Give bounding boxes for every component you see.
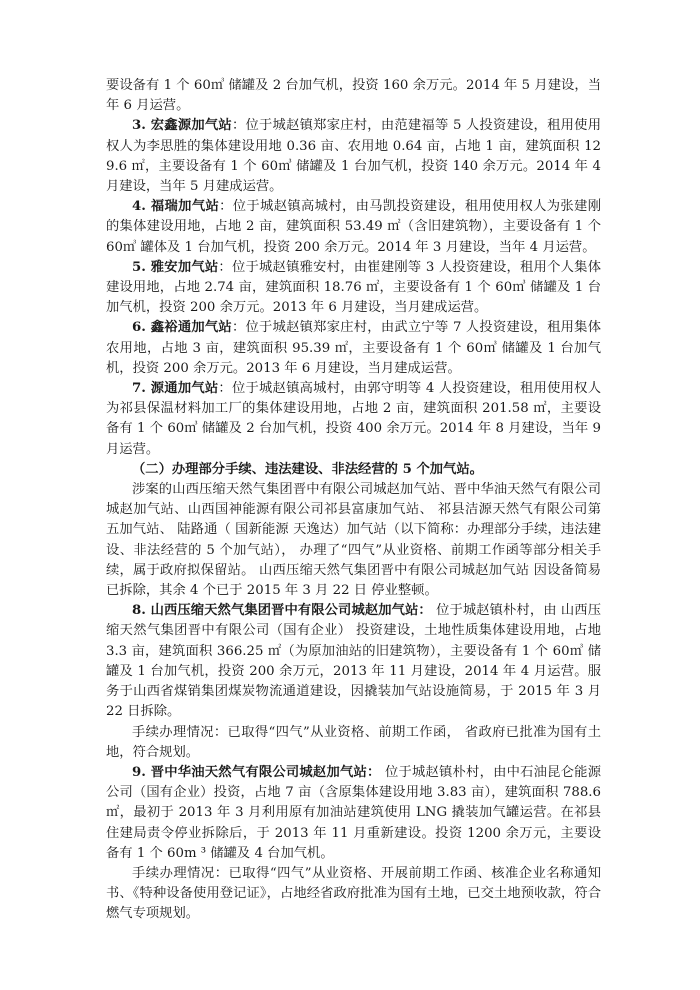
station-9-heading: 9. 晋中华油天然气有限公司城赵加气站： [132,764,381,780]
station-4-text: ：位于城赵镇高城村，由马凯投资建设，租用使用权人为张建刚的集体建设用地，占地 2 亩，建筑面积 53.49 ㎡（含旧建筑物），主要设备有 1 个 60㎥ 罐体及 1 台加气机，投资 200 余万元。2014 年 3 月建设，当年 4 月运营。 [106,199,601,255]
station-8-text: 位于城赵镇朴村，由 山西压缩天然气集团晋中有限公司（国有企业） 投资建设，土地性质集体建设用地，占地 3.3 亩，建筑面积 366.25 ㎡（为原加油站的旧建筑物），主要设备有 1 个 60㎥ 储罐及 1 台加气机，投资 200 余万元，2013 年 11 月建设，2014 年 4 月运营。服务于山西省煤销集团煤炭物流通道建设，因撬装加气站设施简易，于 2015 年 3 月 22 日拆除。 [106,603,601,720]
station-8-heading: 8. 山西压缩天然气集团晋中有限公司城赵加气站： [132,603,432,619]
station-5-text: ：位于城赵镇雅安村，由崔建刚等 3 人投资建设，租用个人集体建设用地，占地 2.74 亩，建筑面积 18.76 ㎡，主要设备有 1 个 60㎥ 储罐及 1 台加气机，投资 200 余万元。2013 年 6 月建设，当月建成运营。 [106,259,601,316]
station-9-paragraph [106,763,601,864]
section-2-title: （二）办理部分手续、违法建设、非法经营的 5 个加气站。 [132,461,483,477]
station-6-heading: 6. 鑫裕通加气站 [132,320,232,336]
paragraph-text: 要设备有 1 个 60㎥ 储罐及 2 台加气机，投资 160 余万元。2014 年 5 月建设，当 年 6 月运营。 [106,78,601,114]
station-7-text: ：位于城赵镇高城村，由郭守明等 4 人投资建设，租用使用权人为祁县保温材料加工厂的集体建设用地，占地 2 亩，建筑面积 201.58 ㎡，主要设备有 1 个 60㎥ 储罐及 2 台加气机，投资 400 余万元。2014 年 8 月建设，当年 9 月运营。 [106,381,601,457]
station-3-heading: 3. 宏鑫源加气站 [132,118,232,134]
station-4-paragraph [106,197,601,258]
station-8-procedure: 手续办理情况：已取得“四气”从业资格、前期工作函， 省政府已批准为国有土地，符合规划。 [106,724,601,760]
station-6-text: ：位于城赵镇郑家庄村，由武立宁等 7 人投资建设，租用集体农用地，占地 3 亩，建筑面积 95.39 ㎡，主要设备有 1 个 60㎥ 储罐及 1 台加气机，投资 200 余万元。2013 年 6 月建设，当月建成运营。 [106,320,601,376]
station-5-paragraph [106,258,601,319]
station-8-paragraph [106,601,601,722]
station-3-paragraph [106,116,601,197]
station-4-heading: 4. 福瑞加气站 [132,199,220,215]
station-9-text: 位于城赵镇朴村，由中石油昆仑能源公司（国有企业）投资，占地 7 亩（含原集体建设用地 3.83 亩），建筑面积 788.6 ㎡，最初于 2013 年 3 月利用原有加油站建筑使用 LNG 撬装加气罐运营。在祁县住建局责令停业拆除后，于 2013 年 11 月重新建设。投资 1200 余万元，主要设备有 1 个 60m ³ 储罐及 4 台加气机。 [106,764,601,861]
station-7-heading: 7. 源通加气站 [132,381,219,397]
document-page [106,76,601,925]
station-3-text: ：位于城赵镇郑家庄村，由范建福等 5 人投资建设，租用使用权人为李思胜的集体建设用地 0.36 亩、农用地 0.64 亩，占地 1 亩，建筑面积 129.6 ㎡，主要设备有 1 个 60㎥ 储罐及 1 台加气机，投资 140 余万元。2014 年 4 月建设，当年 5 月建成运营。 [106,118,601,195]
paragraph-continuation [106,76,601,116]
station-7-paragraph [106,379,601,460]
station-6-paragraph [106,318,601,379]
station-5-heading: 5. 雅安加气站 [132,259,219,275]
section-2-intro: 涉案的山西压缩天然气集团晋中有限公司城赵加气站、晋中华油天然气有限公司城赵加气站、山西国神能源有限公司祁县富康加气站、 祁县洁源天然气有限公司第五加气站、 陆路通（ 国新能源 天逸达）加气站（以下简称：办理部分手续，违法建设、非法经营的 5 个加气站）， 办理了“四气”从业资格、前期工作函等部分相关手续，属于政府拟保留站。 山西压缩天然气集团晋中有限公司城赵加气站 因设备简易已拆除，其余 4 个已于 2015 年 3 月 22 日 停业整顿。 [106,482,601,599]
station-9-procedure: 手续办理情况：已取得“四气”从业资格、开展前期工作函、核准企业名称通知书、《特种设备使用登记证》，占地经省政府批准为国有土地，已交土地预收款，符合燃气专项规划。 [106,865,601,922]
